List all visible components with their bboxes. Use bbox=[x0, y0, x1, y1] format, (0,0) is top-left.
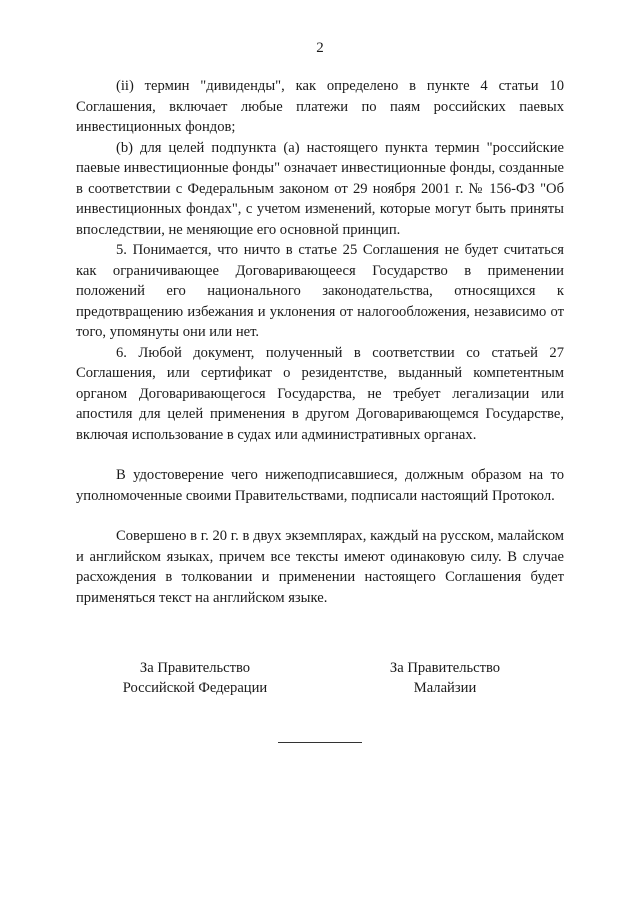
paragraph-gap bbox=[76, 506, 564, 526]
paragraph-done-at-clause: Совершено в г. 20 г. в двух экземплярах, каждый на русском, малайском и английском языках, причем все тексты имеют одинаковую силу. В случае расхождения в толковании и применении настоящего Соглашения будет применяться текст на английском языке. bbox=[76, 528, 564, 606]
signature-russia-line1: За Правительство bbox=[139, 660, 251, 676]
signature-malaysia-line2: Малайзии bbox=[413, 680, 477, 696]
paragraph-article-25-clause: 5. Понимается, что ничто в статье 25 Соглашения не будет считаться как ограничивающее Договаривающееся Государство в применении положений его национального законодательства, относящихся к предотвращению избежания и уклонения от налогообложения, независимо от того, упомянуты они или нет. bbox=[76, 242, 564, 340]
paragraph-article-27-clause: 6. Любой документ, полученный в соответствии со статьей 27 Соглашения, или сертификат о резидентстве, выданный компетентным органом Договаривающегося Государства, не требует легализации или апостиля для целей применения в другом Договаривающемся Государстве, включая использование в судах или административных органах. bbox=[76, 344, 564, 443]
document-body bbox=[76, 76, 564, 608]
page-number: 2 bbox=[316, 40, 324, 56]
signature-malaysia-line1: За Правительство bbox=[389, 660, 501, 676]
end-of-document-rule bbox=[278, 742, 362, 743]
paragraph-investment-funds-definition: (b) для целей подпункта (а) настоящего пункта термин "российские паевые инвестиционные фонды" означает инвестиционные фонды, созданные в соответствии с Федеральным законом от 29 ноября 2001 г. № 156-ФЗ "Об инвестиционных фондах", с учетом изменений, которые могут быть приняты впоследствии, не меняющие его основной принцип. bbox=[76, 139, 564, 238]
paragraph-dividends-term: (ii) термин "дивиденды", как определено в пункте 4 статьи 10 Соглашения, включает любые платежи по паям российских паевых инвестиционных фондов; bbox=[76, 78, 564, 135]
signature-russia bbox=[76, 658, 314, 698]
paragraph-witness-clause: В удостоверение чего нижеподписавшиеся, должным образом на то уполномоченные своими Правительствами, подписали настоящий Протокол. bbox=[76, 467, 564, 504]
signature-malaysia bbox=[370, 658, 520, 698]
paragraph-gap bbox=[76, 445, 564, 465]
signature-russia-line2: Российской Федерации bbox=[122, 680, 268, 696]
